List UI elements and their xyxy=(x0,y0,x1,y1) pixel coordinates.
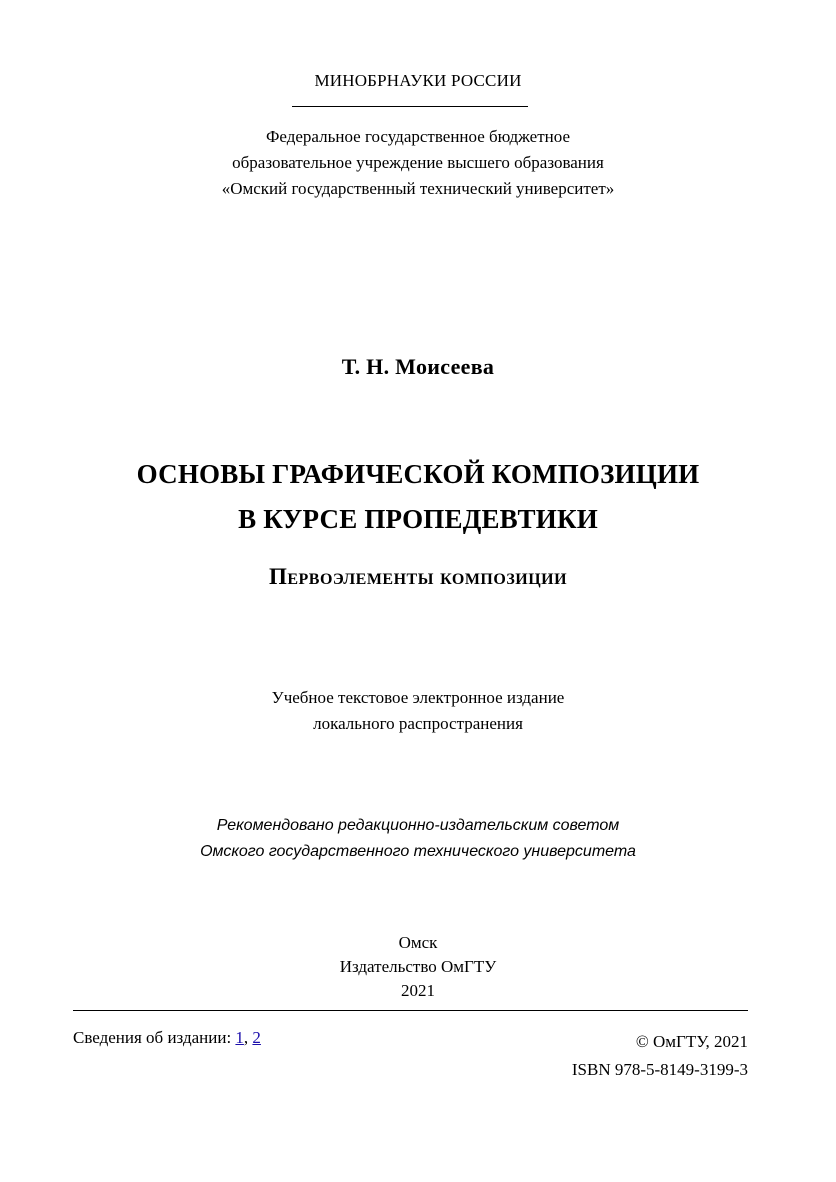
edition-info xyxy=(73,1028,261,1048)
recommendation-line: Омского государственного технического университета xyxy=(200,843,636,860)
edition-info-link-2[interactable]: 2 xyxy=(252,1028,261,1047)
edition-line: Учебное текстовое электронное издание xyxy=(271,688,565,707)
edition-line: локального распространения xyxy=(313,714,523,733)
publisher-block xyxy=(0,931,836,1003)
book-title-line: В КУРСЕ ПРОПЕДЕВТИКИ xyxy=(238,504,598,534)
organization-line: «Омский государственный технический университет» xyxy=(221,179,615,198)
organization-block xyxy=(0,124,836,202)
copyright-text: © ОмГТУ, 2021 xyxy=(635,1032,748,1051)
ministry-name: МИНОБРНАУКИ РОССИИ xyxy=(314,71,522,90)
link-separator: , xyxy=(243,1028,249,1047)
book-subtitle: Первоэлементы композиции xyxy=(268,564,568,589)
edition-info-label: Сведения об издании: xyxy=(73,1028,232,1047)
edition-info-link-1[interactable]: 1 xyxy=(235,1028,244,1047)
publisher-name: Издательство ОмГТУ xyxy=(339,957,497,976)
edition-type xyxy=(0,685,836,737)
recommendation-line: Рекомендовано редакционно-издательским советом xyxy=(216,817,620,834)
copyright-block xyxy=(572,1028,748,1084)
organization-line: образовательное учреждение высшего образования xyxy=(232,153,604,172)
publication-year: 2021 xyxy=(401,981,435,1000)
footer-divider xyxy=(73,1010,748,1011)
book-title xyxy=(0,452,836,542)
ministry-divider xyxy=(292,106,528,107)
author-name: Т. Н. Моисеева xyxy=(341,354,495,379)
organization-line: Федеральное государственное бюджетное xyxy=(265,127,571,146)
book-title-line: ОСНОВЫ ГРАФИЧЕСКОЙ КОМПОЗИЦИИ xyxy=(136,459,700,489)
isbn-text: ISBN 978-5-8149-3199-3 xyxy=(571,1060,748,1079)
recommendation-note xyxy=(0,813,836,865)
publisher-city: Омск xyxy=(398,933,438,952)
